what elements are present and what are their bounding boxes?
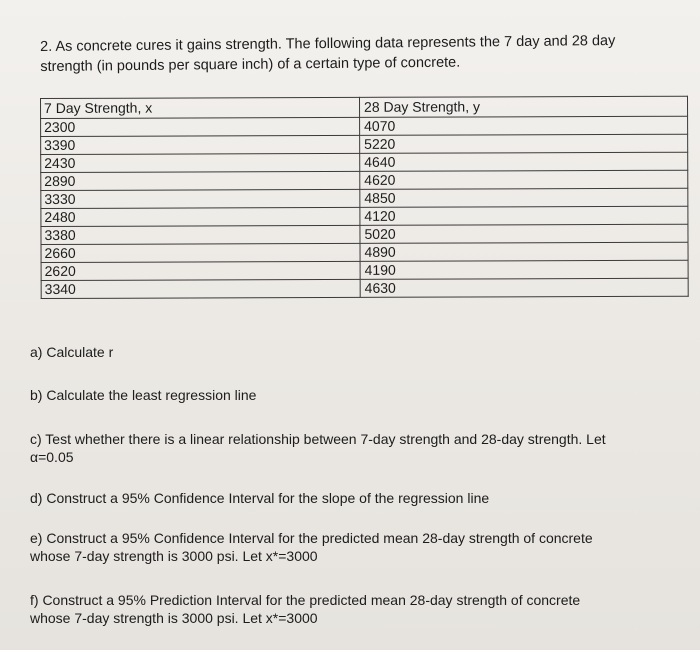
cell-7-day: 3380 — [41, 225, 360, 244]
question-f-text-cont: whose 7-day strength is 3000 psi. Let x*=3000 — [30, 610, 318, 626]
cell-7-day: 2660 — [41, 243, 360, 262]
cell-28-day: 4850 — [360, 188, 688, 207]
question-c-text: c) Test whether there is a linear relationship between 7-day strength and 28-day strength. Let — [30, 431, 606, 447]
question-c — [30, 430, 680, 466]
problem-intro-line-2: strength (in pounds per square inch) of a certain type of concrete. — [40, 54, 461, 75]
table-row — [41, 224, 688, 244]
cell-28-day: 4190 — [360, 260, 688, 279]
cell-7-day: 2620 — [41, 261, 360, 280]
question-e-text: e) Construct a 95% Confidence Interval for the predicted mean 28-day strength of concrete — [30, 530, 593, 546]
header-28-day-strength: 28 Day Strength, y — [359, 96, 687, 117]
problem-intro-line-1: 2. As concrete cures it gains strength. The following data represents the 7 day and 28 day — [40, 32, 616, 55]
cell-7-day: 3340 — [41, 279, 360, 298]
cell-28-day: 5220 — [360, 134, 688, 153]
cell-28-day: 4070 — [360, 116, 688, 135]
question-e-text-cont: whose 7-day strength is 3000 psi. Let x*=3000 — [30, 548, 318, 564]
table-row — [41, 278, 688, 298]
cell-28-day: 4630 — [360, 278, 688, 297]
question-c-alpha: α=0.05 — [30, 449, 74, 465]
problem-statement — [40, 30, 670, 77]
cell-7-day: 2480 — [41, 207, 360, 226]
question-b — [30, 386, 680, 404]
cell-7-day: 3390 — [41, 135, 360, 154]
table-row — [41, 116, 688, 136]
cell-28-day: 4640 — [360, 152, 688, 171]
question-e — [30, 529, 680, 565]
cell-28-day: 4120 — [360, 206, 688, 225]
strength-data-table — [40, 96, 689, 299]
question-d-text: d) Construct a 95% Confidence Interval for the slope of the regression line — [30, 490, 490, 506]
question-f-text: f) Construct a 95% Prediction Interval for the predicted mean 28-day strength of concrete — [30, 592, 581, 608]
table-row — [41, 134, 688, 154]
table-row — [41, 188, 688, 208]
table-row — [41, 170, 688, 190]
cell-7-day: 2890 — [41, 171, 360, 190]
cell-7-day: 2300 — [41, 117, 360, 136]
table-header-row — [41, 96, 688, 118]
cell-28-day: 4890 — [360, 242, 688, 261]
table-row — [41, 206, 688, 226]
table-row — [41, 260, 688, 280]
question-a-text: a) Calculate r — [30, 344, 114, 360]
cell-7-day: 3330 — [41, 189, 360, 208]
table-row — [41, 242, 688, 262]
table-row — [41, 152, 688, 172]
question-b-text: b) Calculate the least regression line — [30, 387, 257, 403]
cell-28-day: 4620 — [360, 170, 688, 189]
question-f — [30, 591, 680, 627]
question-a — [30, 343, 680, 361]
cell-7-day: 2430 — [41, 153, 360, 172]
header-7-day-strength: 7 Day Strength, x — [41, 97, 360, 118]
cell-28-day: 5020 — [360, 224, 688, 243]
question-d — [30, 489, 680, 507]
